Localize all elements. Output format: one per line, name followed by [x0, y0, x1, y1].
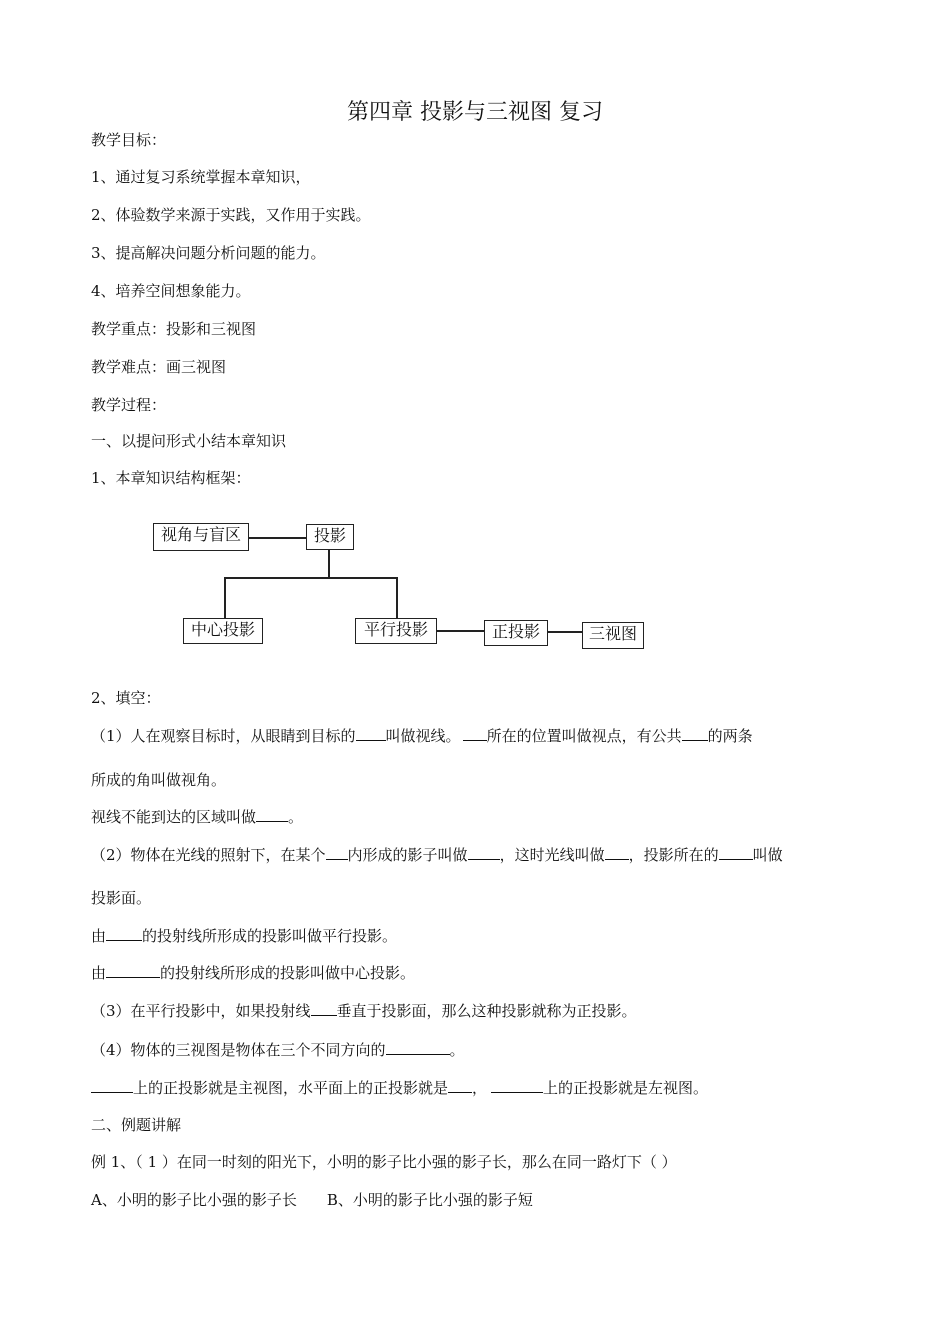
connector-line	[548, 631, 582, 633]
node-projection: 投影	[306, 524, 354, 550]
framework-label: 1、本章知识结构框架：	[91, 469, 251, 487]
question-3: （3）在平行投影中，如果投射线 垂直于投影面，那么这种投影就称为正投影。	[91, 1002, 637, 1020]
process-heading: 教学过程：	[91, 396, 167, 414]
answer-blank[interactable]	[106, 925, 142, 941]
answer-blank[interactable]	[386, 1039, 450, 1055]
answer-blank[interactable]	[719, 844, 753, 860]
answer-blank[interactable]	[256, 806, 288, 822]
section-heading: 一、以提问形式小结本章知识	[91, 432, 287, 450]
answer-blank[interactable]	[463, 725, 487, 741]
answer-blank[interactable]	[682, 725, 708, 741]
answer-blank[interactable]	[326, 844, 348, 860]
section-heading: 二、例题讲解	[91, 1116, 182, 1134]
answer-blank[interactable]	[356, 725, 386, 741]
example-options	[91, 1190, 533, 1210]
question-2-parallel: 由 的投射线所形成的投影叫做平行投影。	[91, 927, 398, 945]
answer-blank[interactable]	[468, 844, 500, 860]
connector-line	[224, 577, 397, 579]
connector-line	[249, 537, 306, 539]
answer-blank[interactable]	[448, 1077, 472, 1093]
answer-blank[interactable]	[491, 1077, 543, 1093]
question-2-cont: 投影面。	[91, 889, 152, 907]
page-title: 第四章 投影与三视图 复习	[347, 100, 603, 125]
question-2-central: 由 的投射线所形成的投影叫做中心投影。	[91, 964, 416, 982]
node-parallel-projection: 平行投影	[355, 618, 437, 644]
connector-line	[224, 577, 226, 618]
answer-blank[interactable]	[311, 1000, 337, 1016]
node-central-projection: 中心投影	[183, 618, 263, 644]
connector-line	[328, 550, 330, 578]
question-4-line2: 上的正投影就是主视图，水平面上的正投影就是 ， 上的正投影就是左视图。	[91, 1077, 708, 1098]
answer-blank[interactable]	[605, 844, 629, 860]
example-1: 例 1、（ 1 ）在同一时刻的阳光下，小明的影子比小强的影子长，那么在同一路灯下（ ）	[91, 1153, 677, 1171]
connector-line	[437, 630, 484, 632]
question-2: （2）物体在光线的照射下，在某个 内形成的影子叫做 ，这时光线叫做 ，投影所在的 叫做	[91, 846, 783, 864]
question-4: （4）物体的三视图是物体在三个不同方向的 。	[91, 1041, 465, 1059]
option-b: B、小明的影子比小强的影子短	[326, 1191, 533, 1209]
difficulty: 教学难点：画三视图	[91, 358, 227, 376]
question-1: （1）人在观察目标时，从眼睛到目标的 叫做视线。 所在的位置叫做视点，有公共 的两条	[91, 727, 753, 745]
goal-item: 1、通过复习系统掌握本章知识，	[91, 168, 311, 186]
option-a: A、小明的影子比小强的影子长	[91, 1191, 297, 1209]
goal-item: 2、体验数学来源于实践，又作用于实践。	[91, 206, 371, 224]
goal-item: 3、提高解决问题分析问题的能力。	[91, 244, 326, 262]
connector-line	[396, 577, 398, 618]
question-1-line2: 视线不能到达的区域叫做 。	[91, 808, 304, 826]
key-point: 教学重点：投影和三视图	[91, 320, 257, 338]
answer-blank[interactable]	[91, 1077, 133, 1093]
node-orthographic-projection: 正投影	[484, 620, 548, 646]
node-three-views: 三视图	[582, 622, 644, 649]
node-view-angle: 视角与盲区	[153, 523, 249, 551]
fill-label: 2、填空：	[91, 689, 161, 707]
goals-heading: 教学目标：	[91, 131, 167, 149]
question-1-cont: 所成的角叫做视角。	[91, 771, 227, 789]
goal-item: 4、培养空间想象能力。	[91, 282, 251, 300]
answer-blank[interactable]	[106, 962, 160, 978]
